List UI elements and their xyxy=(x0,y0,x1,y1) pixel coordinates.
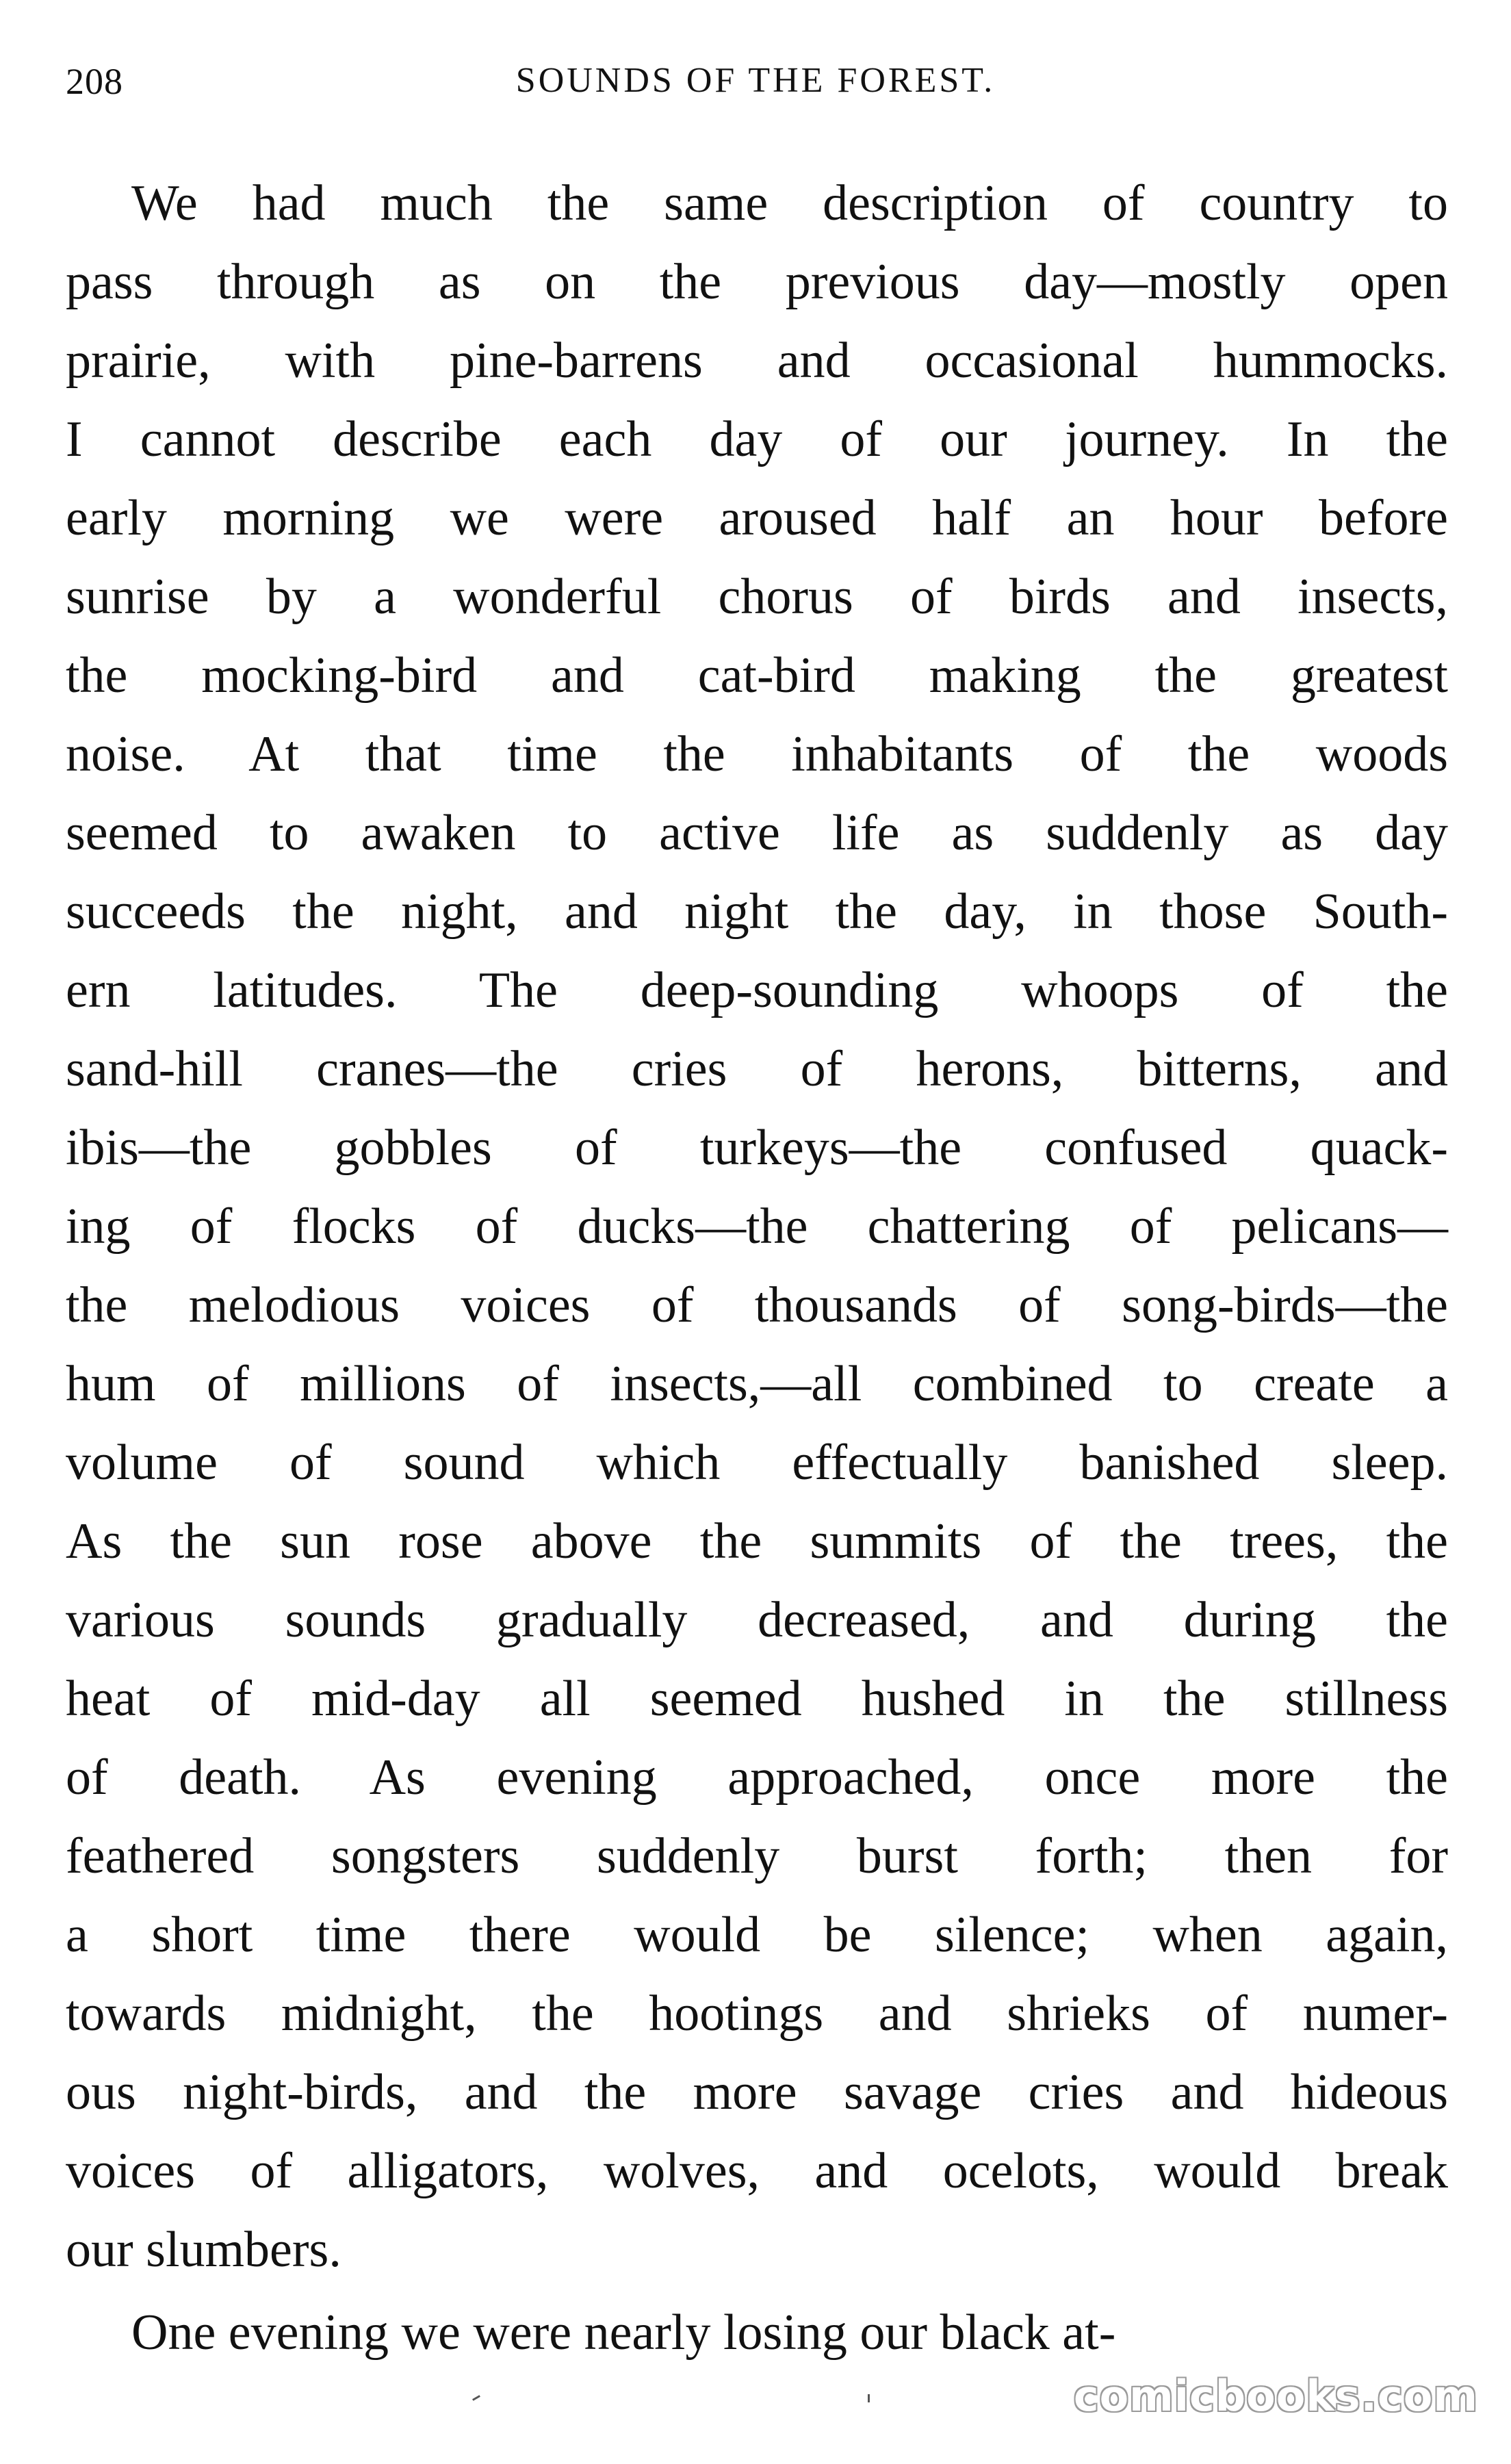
text-line: ing of flocks of ducks—the chattering of pelicans— xyxy=(66,1198,1448,1255)
text-line: a short time there would be silence; when again, xyxy=(66,1907,1448,1963)
text-line: sunrise by a wonderful chorus of birds and insects, xyxy=(66,569,1448,625)
text-line: early morning we were aroused half an hour before xyxy=(66,490,1448,546)
body-text xyxy=(66,164,1448,2372)
text-line: seemed to awaken to active life as suddenly as day xyxy=(66,805,1448,861)
text-line: ous night-birds, and the more savage cries and hideous xyxy=(66,2064,1448,2120)
text-line: sand-hill cranes—the cries of herons, bitterns, and xyxy=(66,1041,1448,1097)
text-line: succeeds the night, and night the day, in those South- xyxy=(66,884,1448,940)
paragraph xyxy=(66,164,1448,2289)
text-line: ibis—the gobbles of turkeys—the confused quack- xyxy=(66,1120,1448,1176)
text-line: hum of millions of insects,—all combined to create a xyxy=(66,1356,1448,1412)
watermark: comicbooks.com xyxy=(1073,2371,1478,2421)
running-head: SOUNDS OF THE FOREST. xyxy=(515,61,996,100)
text-line: As the sun rose above the summits of the trees, the xyxy=(66,1513,1448,1569)
text-line: towards midnight, the hootings and shrieks of numer- xyxy=(66,1986,1448,2042)
text-line: feathered songsters suddenly burst forth; then for xyxy=(66,1828,1448,1884)
text-line: our slumbers. xyxy=(66,2222,341,2278)
text-line: ern latitudes. The deep-sounding whoops of the xyxy=(66,962,1448,1018)
stray-mark xyxy=(472,2395,480,2401)
stray-mark xyxy=(868,2394,870,2402)
text-line: One evening we were nearly losing our black at- xyxy=(131,2305,1116,2361)
text-line: the melodious voices of thousands of song-birds—the xyxy=(66,1277,1448,1333)
text-line: the mocking-bird and cat-bird making the greatest xyxy=(66,647,1448,704)
text-line: voices of alligators, wolves, and ocelots, would break xyxy=(66,2143,1448,2199)
text-line: We had much the same description of country to xyxy=(131,175,1448,231)
text-line: I cannot describe each day of our journey. In the xyxy=(66,411,1448,467)
paragraph xyxy=(66,2294,1448,2372)
text-line: volume of sound which effectually banished sleep. xyxy=(66,1435,1448,1491)
text-line: various sounds gradually decreased, and during the xyxy=(66,1592,1448,1648)
page-footer xyxy=(0,2361,1511,2464)
text-line: noise. At that time the inhabitants of the woods xyxy=(66,726,1448,782)
page-header xyxy=(66,60,1445,115)
text-line: heat of mid-day all seemed hushed in the stillness xyxy=(66,1671,1448,1727)
text-line: pass through as on the previous day—mostly open xyxy=(66,254,1448,310)
text-line: of death. As evening approached, once more the xyxy=(66,1749,1448,1806)
text-line: prairie, with pine-barrens and occasional hummocks. xyxy=(66,333,1448,389)
page-number: 208 xyxy=(66,61,123,102)
